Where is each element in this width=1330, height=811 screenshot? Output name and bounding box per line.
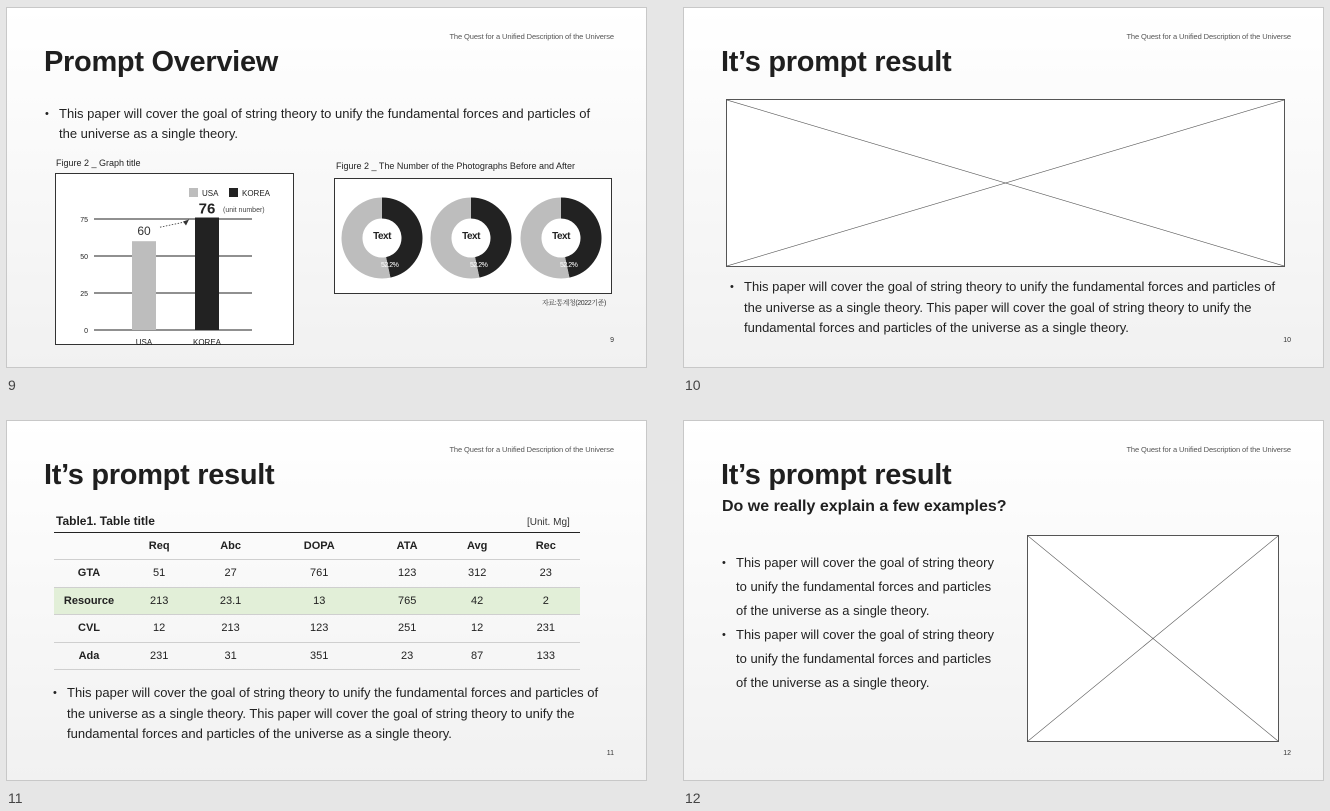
- row-header: CVL: [54, 615, 124, 643]
- slide-number-label: 12: [685, 790, 701, 806]
- table-cell: 23: [512, 560, 580, 588]
- data-label: 60: [137, 224, 151, 239]
- donut-label: Text: [462, 231, 480, 242]
- donut-figure-caption: Figure 2 _ The Number of the Photographs Before and After: [336, 161, 575, 171]
- table-cell: 87: [443, 642, 512, 670]
- legend-label: KOREA: [242, 189, 271, 198]
- table-cell: 42: [443, 587, 512, 615]
- data-label: 76: [198, 200, 216, 218]
- table-row-highlighted: [54, 587, 580, 615]
- table-cell: 13: [267, 587, 372, 615]
- donut-percent: 52.2%: [381, 262, 399, 269]
- image-placeholder: [1027, 535, 1279, 742]
- y-tick-label: 25: [80, 291, 88, 298]
- table-cell: 351: [267, 642, 372, 670]
- header-tag: The Quest for a Unified Description of the Universe: [1126, 445, 1291, 454]
- slide-11[interactable]: [6, 420, 647, 781]
- row-header: Resource: [54, 587, 124, 615]
- table-cell: 123: [372, 560, 443, 588]
- image-placeholder: [726, 99, 1285, 267]
- table-cell: 231: [512, 615, 580, 643]
- legend-swatch-korea: [229, 188, 238, 197]
- column-header: Req: [148, 540, 170, 552]
- page-number: 11: [606, 750, 614, 757]
- slide-10[interactable]: [683, 7, 1324, 368]
- slide-12[interactable]: [683, 420, 1324, 781]
- slide-title: It’s prompt result: [721, 46, 952, 78]
- column-header: ATA: [396, 540, 418, 552]
- header-tag: The Quest for a Unified Description of the Universe: [1126, 32, 1291, 41]
- arrowhead-icon: [183, 220, 189, 226]
- x-tick-label: USA: [135, 338, 153, 346]
- bullet-text: • This paper will cover the goal of string theory to unify the fundamental forces and particles of the universe as a single theory.: [722, 551, 1002, 623]
- table-cell: 251: [372, 615, 443, 643]
- table-row: [54, 642, 580, 670]
- donut-3: [520, 197, 602, 279]
- slide-9[interactable]: [6, 7, 647, 368]
- donut-2: [430, 197, 512, 279]
- y-tick-label: 50: [80, 254, 88, 261]
- slide-subtitle: Do we really explain a few examples?: [722, 498, 1007, 515]
- donut-1: [341, 197, 423, 279]
- slide-title: It’s prompt result: [721, 459, 952, 491]
- table-cell: 133: [512, 642, 580, 670]
- data-table: [54, 532, 580, 670]
- unit-note: (unit number): [223, 207, 265, 214]
- table-cell: 2: [512, 587, 580, 615]
- header-tag: The Quest for a Unified Description of the Universe: [449, 445, 614, 454]
- table-cell: 31: [194, 642, 267, 670]
- table-cell: 51: [124, 560, 194, 588]
- legend-swatch-usa: [189, 188, 198, 197]
- donut-percent: 52.2%: [560, 262, 578, 269]
- bullet-text: • This paper will cover the goal of string theory to unify the fundamental forces and particles of the universe as a single theory.: [45, 104, 605, 144]
- table-cell: 123: [267, 615, 372, 643]
- bar-korea: [195, 218, 219, 330]
- table-row: [54, 560, 580, 588]
- row-header: Ada: [54, 642, 124, 670]
- table-title: Table1. Table title: [56, 514, 155, 528]
- page-number: 10: [1283, 337, 1291, 344]
- table-cell: 761: [267, 560, 372, 588]
- donut-label: Text: [552, 231, 570, 242]
- x-tick-label: KOREA: [192, 338, 222, 346]
- bar-figure-caption: Figure 2 _ Graph title: [56, 158, 141, 168]
- trend-arrow: [160, 222, 187, 228]
- column-header: Abc: [220, 540, 241, 552]
- table-cell: 312: [443, 560, 512, 588]
- page-number: 9: [610, 337, 614, 344]
- y-tick-label: 75: [80, 217, 88, 224]
- column-header: [54, 533, 124, 560]
- table-header-row: [54, 533, 580, 560]
- slide-title: Prompt Overview: [44, 46, 279, 78]
- slide-number-label: 11: [8, 790, 23, 806]
- row-header: GTA: [54, 560, 124, 588]
- donut-percent: 52.2%: [470, 262, 488, 269]
- column-header: Avg: [466, 540, 488, 552]
- table-cell: 765: [372, 587, 443, 615]
- table-unit: [Unit. Mg]: [527, 517, 570, 528]
- table-cell: 23.1: [194, 587, 267, 615]
- table-cell: 27: [194, 560, 267, 588]
- donut-chart-box: [334, 178, 612, 294]
- table-cell: 23: [372, 642, 443, 670]
- table-row: [54, 615, 580, 643]
- image-placeholder-icon: [727, 100, 1284, 266]
- image-placeholder-icon: [1028, 536, 1278, 741]
- header-tag: The Quest for a Unified Description of the Universe: [449, 32, 614, 41]
- table-cell: 213: [194, 615, 267, 643]
- page-number: 12: [1283, 750, 1291, 757]
- table-cell: 213: [124, 587, 194, 615]
- table-cell: 12: [124, 615, 194, 643]
- legend-label: USA: [202, 189, 219, 198]
- table-cell: 231: [124, 642, 194, 670]
- source-note: 자료:통계청(2022기준): [542, 300, 606, 307]
- bullet-text: • This paper will cover the goal of string theory to unify the fundamental forces and particles of the universe as a single theory. This paper will cover the goal of string theory to unify the fundamental forces and particles of the universe as a single theory.: [730, 277, 1280, 339]
- donut-label: Text: [373, 231, 391, 242]
- bar-usa: [132, 241, 156, 330]
- bar-chart-box: [55, 173, 294, 345]
- slide-number-label: 9: [8, 377, 16, 393]
- column-header: DOPA: [303, 540, 335, 552]
- bar-chart: [56, 174, 295, 346]
- table-cell: 12: [443, 615, 512, 643]
- bullet-text: • This paper will cover the goal of string theory to unify the fundamental forces and particles of the universe as a single theory. This paper will cover the goal of string theory to unify the fundamental forces and particles of the universe as a single theory.: [53, 683, 603, 745]
- y-tick-label: 0: [84, 328, 88, 335]
- slide-number-label: 10: [685, 377, 701, 393]
- bullet-text: • This paper will cover the goal of string theory to unify the fundamental forces and particles of the universe as a single theory.: [722, 623, 1002, 695]
- slide-title: It’s prompt result: [44, 459, 275, 491]
- column-header: Rec: [535, 540, 556, 552]
